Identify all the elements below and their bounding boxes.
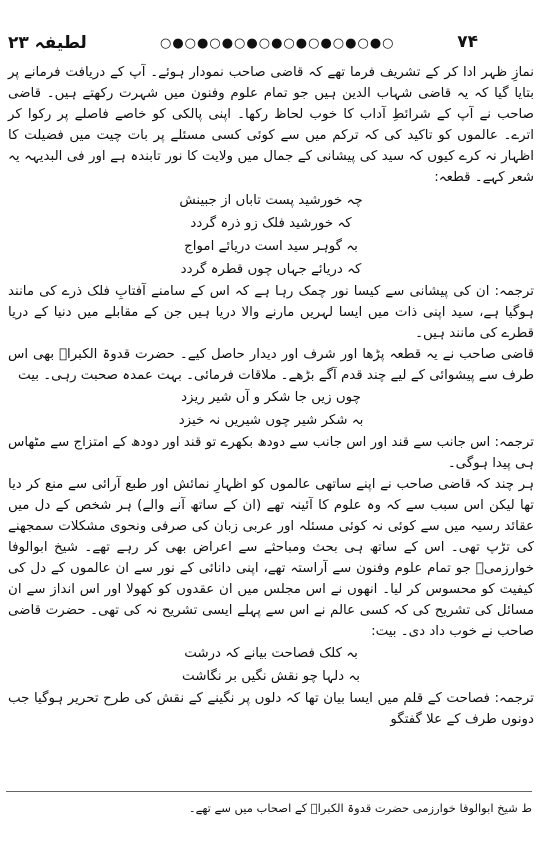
page-number: ۷۴ [457,32,478,52]
section-title: لطیفہ ۲۳ [8,33,87,53]
verse-line: بہ دلہا چو نقش نگیں بر نگاشت [182,669,360,684]
translation-paragraph: ترجمہ: ان کی پیشانی سے کیسا نور چمک رہا ہے کہ اس کے سامنے آفتابِ فلک ذرے کی مانند ہوگیا ہے، سید اپنی ذات میں ایسا لہریں مارنے والا دریا ہیں جن کے مقابلے میں دنیا کے دریا قطرے کی مانند ہیں۔ [8,284,534,341]
footnote: ط شیخ ابوالوفا خوارزمی حضرت قدوۃ الکبراؒ کے اصحاب میں سے تھے۔ [188,801,532,815]
verse-line: بہ گوہر سید است دریائے امواج [184,239,358,254]
verse-block [8,386,534,432]
translation-paragraph: ترجمہ: فصاحت کے قلم میں ایسا بیان تھا کہ دلوں پر نگینے کے نقش کی طرح تحریر ہوگیا جب دونوں طرف کے علا گفتگو [8,691,534,727]
paragraph: قاضی صاحب نے یہ قطعہ پڑھا اور شرف اور دیدار حاصل کیے۔ حضرت قدوۃ الکبراؒ بھی اس طرف سے پیشوائی کے لیے چند قدم آگے بڑھے۔ ملاقات فرمائی۔ بہت عمدہ صحبت رہی۔ بیت [8,347,534,383]
verse-line: چہ خورشید پست تاباں از جبینش [179,193,363,208]
paragraph: ہر چند کہ قاضی صاحب نے اپنے ساتھی عالموں کو اظہارِ نمائش اور طبع آرائی سے منع کر دیا تھا لیکن اس سبب سے کہ وہ علوم کا آئینہ تھے (ان کے ساتھ آنے والے) ہر شخص کے دل میں عقائد رسیہ میں سے کوئی نہ کوئی مسئلہ اور عربی زبان کی صرفی ونحوی مشکلات سمجھنے کی تڑپ تھی۔ اس کے ساتھ ہی بحث ومباحثے سے اعراض بھی کر رہے تھے۔ شیخ ابوالوفا خوارزمیؒ جو تمام علوم وفنون سے آراستہ تھے، اپنی دانائی کے نور سے ان عالموں کے دل کی کیفیت کو محسوس کر لیا۔ انھوں نے اس مجلس میں ان عقدوں کو کھولا اور اس انداز سے ان مسائل کی تشریح کی کہ کسی عالم نے اس سے پہلے ایسی تشریح نہ کی تھی۔ حضرت قاضی صاحب نے خوب داد دی۔ بیت: [8,477,534,639]
header-ornament: ○●○●○●○●○●○●○●○●○●○ [160,36,395,51]
verse-line: بہ شکر شیر چوں شیریں نہ خیزد [178,413,364,428]
verse-line: کہ دریائے جہاں چوں قطرہ گردد [180,262,362,277]
page-header [0,30,540,54]
verse-line: بہ کلک فصاحت بیانے کہ درشت [184,646,358,661]
paragraph: نمازِ ظہر ادا کر کے تشریف فرما تھے کہ قاضی صاحب نمودار ہوئے۔ آپ کے دریافت فرمانے پر بتایا گیا کہ یہ قاضی شہاب الدین ہیں جو تمام علوم وفنون میں شہرت رکھتے ہیں۔ قاضی صاحب نے آپ کے شرائطِ آداب کا خوب لحاظ رکھا۔ اپنی پالکی کو خاصے فاصلے پر رکوا کر اترے۔ عالموں کو تاکید کی کہ ترکم میں سے کوئی کسی مسئلے پر بات چیت میں فضیلت کا اظہار نہ کرے کیوں کہ سید کی پیشانی کے جمال میں ولایت کا نور تابندہ ہے اور فی البدیہہ یہ شعر کہے۔ قطعہ: [8,65,534,185]
verse-line: چوں زیں جا شکر و آں شیر ریزد [181,390,361,405]
verse-line: کہ خورشید فلک زو ذرہ گردد [190,216,352,231]
footnote-divider [6,791,532,792]
page-body [8,62,534,730]
translation-paragraph: ترجمہ: اس جانب سے قند اور اس جانب سے دودھ بکھرے تو قند اور دودھ کے امتزاج سے مٹھاس ہی پیدا ہوگی۔ [8,435,534,471]
verse-block [8,189,534,281]
verse-block [8,642,534,688]
